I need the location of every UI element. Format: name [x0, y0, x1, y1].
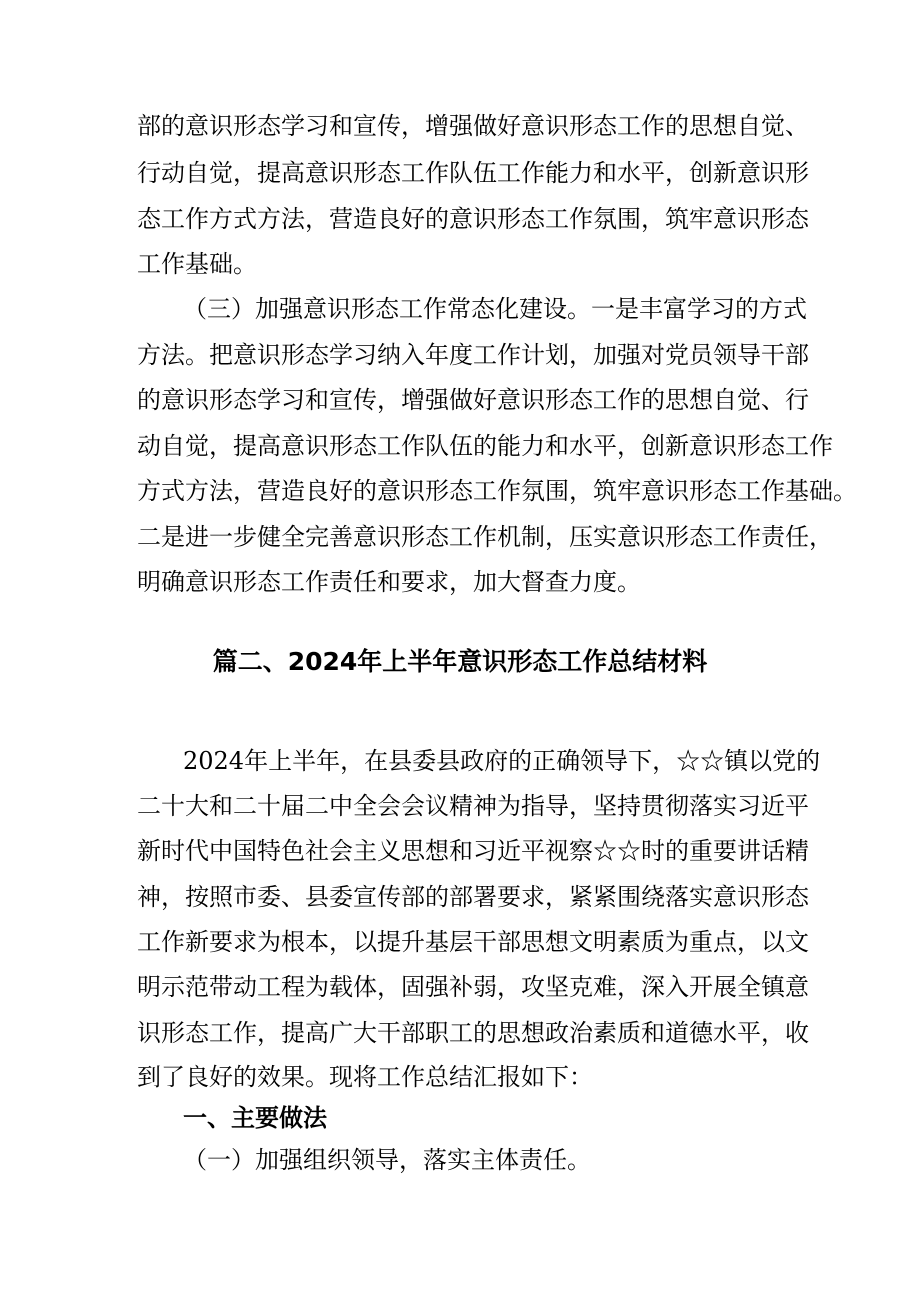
- paragraph-line: 新时代中国特色社会主义思想和习近平视察☆☆时的重要讲话精: [137, 837, 809, 865]
- paragraph-line: 行动自觉，提高意识形态工作队伍工作能力和水平，创新意识形: [137, 159, 809, 187]
- paragraph-line: 神，按照市委、县委宣传部的部署要求，紧紧围绕落实意识形态: [137, 883, 809, 911]
- paragraph-line: 工作新要求为根本，以提升基层干部思想文明素质为重点，以文: [137, 928, 809, 956]
- paragraph-line: 二十大和二十届二中全会会议精神为指导，坚持贯彻落实习近平: [137, 792, 809, 820]
- paragraph-line: 方法。把意识形态学习纳入年度工作计划，加强对党员领导干部: [137, 341, 809, 369]
- intro-first-line: 2024年上半年，在县委县政府的正确领导下，☆☆镇以党的: [183, 747, 821, 775]
- paragraph-line: 的意识形态学习和宣传，增强做好意识形态工作的思想自觉、行: [137, 386, 809, 414]
- section-heading: 一、主要做法: [183, 1104, 327, 1132]
- article-title: 篇二、2024年上半年意识形态工作总结材料: [212, 647, 708, 676]
- paragraph-line: 明确意识形态工作责任和要求，加大督查力度。: [137, 568, 641, 596]
- paragraph-line: 部的意识形态学习和宣传，增强做好意识形态工作的思想自觉、: [137, 112, 809, 140]
- paragraph-line: 态工作方式方法，营造良好的意识形态工作氛围，筑牢意识形态: [137, 205, 809, 233]
- paragraph-line: 方式方法，营造良好的意识形态工作氛围，筑牢意识形态工作基础。: [137, 477, 857, 505]
- paragraph-line: 到了良好的效果。现将工作总结汇报如下：: [137, 1063, 593, 1091]
- paragraph-line: 明示范带动工程为载体，固强补弱，攻坚克难，深入开展全镇意: [137, 973, 809, 1001]
- paragraph-line: 动自觉，提高意识形态工作队伍的能力和水平，创新意识形态工作: [137, 432, 833, 460]
- subsection-heading: （一）加强组织领导，落实主体责任。: [183, 1146, 591, 1174]
- paragraph-line: 识形态工作，提高广大干部职工的思想政治素质和道德水平，收: [137, 1019, 809, 1047]
- paragraph-line: 二是进一步健全完善意识形态工作机制，压实意识形态工作责任，: [137, 523, 833, 551]
- paragraph-line: 工作基础。: [137, 250, 257, 278]
- section-three-first-line: （三）加强意识形态工作常态化建设。一是丰富学习的方式: [183, 295, 807, 323]
